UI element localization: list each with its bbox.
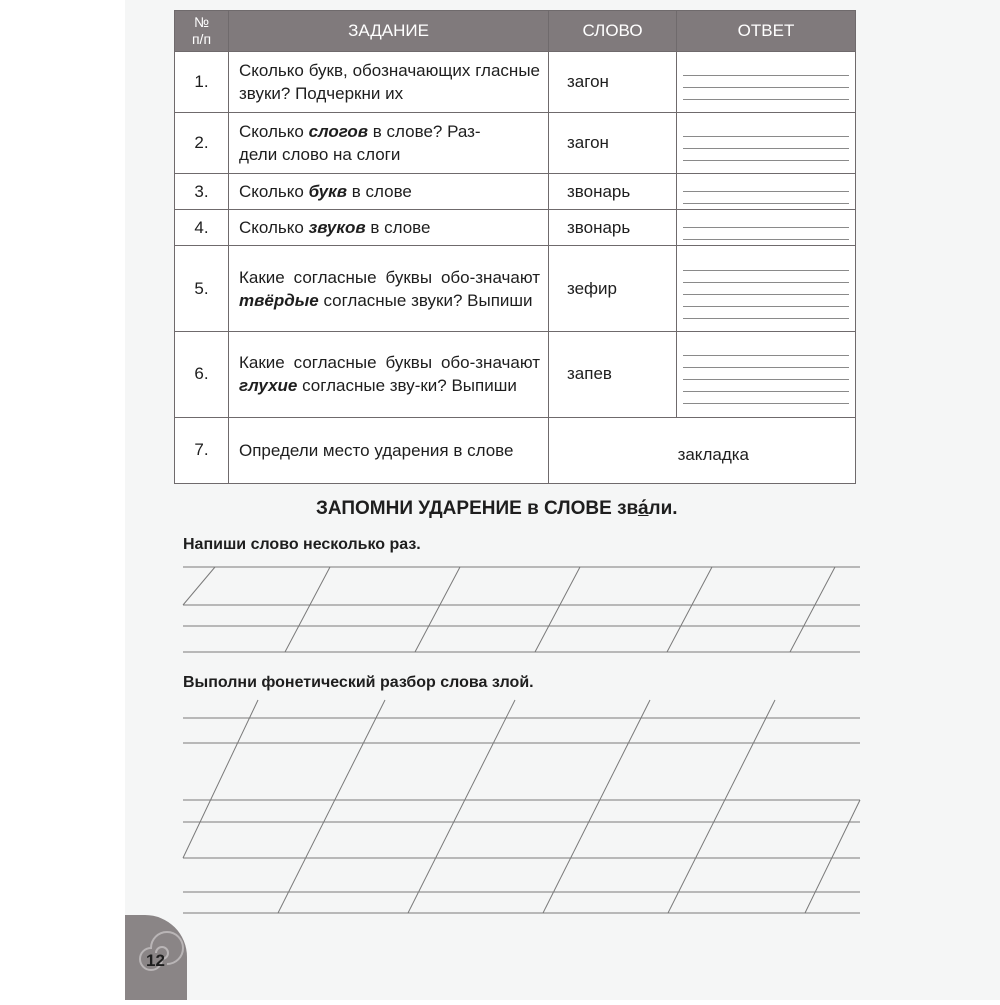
row-word: загон	[549, 52, 677, 113]
header-answer: ОТВЕТ	[677, 11, 856, 52]
row-task: Сколько звуков в слове	[229, 210, 549, 246]
accent-word: зва́ли.	[617, 498, 678, 519]
row-word: закладка	[677, 445, 749, 464]
row-number: 4.	[175, 210, 229, 246]
page-number: 12	[146, 951, 165, 970]
row-task: Сколько букв в слове	[229, 174, 549, 210]
row-word: запев	[549, 331, 677, 417]
row-number: 5.	[175, 246, 229, 331]
header-word: СЛОВО	[549, 11, 677, 52]
row-word: звонарь	[549, 174, 677, 210]
row-task: Какие согласные буквы обо-значают твёрдые согласные звуки? Выпиши	[229, 246, 549, 331]
row-number: 1.	[175, 52, 229, 113]
row-task: Определи место ударения в слове	[229, 417, 549, 483]
phonetic-analysis-heading: Выполни фонетический разбор слова злой.	[183, 674, 534, 691]
row-number: 7.	[175, 417, 229, 483]
row-number: 6.	[175, 331, 229, 417]
header-task: ЗАДАНИЕ	[229, 11, 549, 52]
row-word: зефир	[549, 246, 677, 331]
write-word-heading: Напиши слово несколько раз.	[183, 536, 421, 553]
row-number: 2.	[175, 113, 229, 174]
remember-accent-title: ЗАПОМНИ УДАРЕНИЕ в СЛОВЕ зва́ли.	[316, 498, 678, 519]
row-word: звонарь	[549, 210, 677, 246]
row-task: Сколько слогов в слове? Раз- дели слово на слоги	[229, 113, 549, 174]
row-word: загон	[549, 113, 677, 174]
header-number: № п/п	[175, 11, 229, 52]
row-task: Сколько букв, обозначающих гласные звуки? Подчеркни их	[229, 52, 549, 113]
row-task: Какие согласные буквы обо-значают глухие согласные зву-ки? Выпиши	[229, 331, 549, 417]
row-number: 3.	[175, 174, 229, 210]
